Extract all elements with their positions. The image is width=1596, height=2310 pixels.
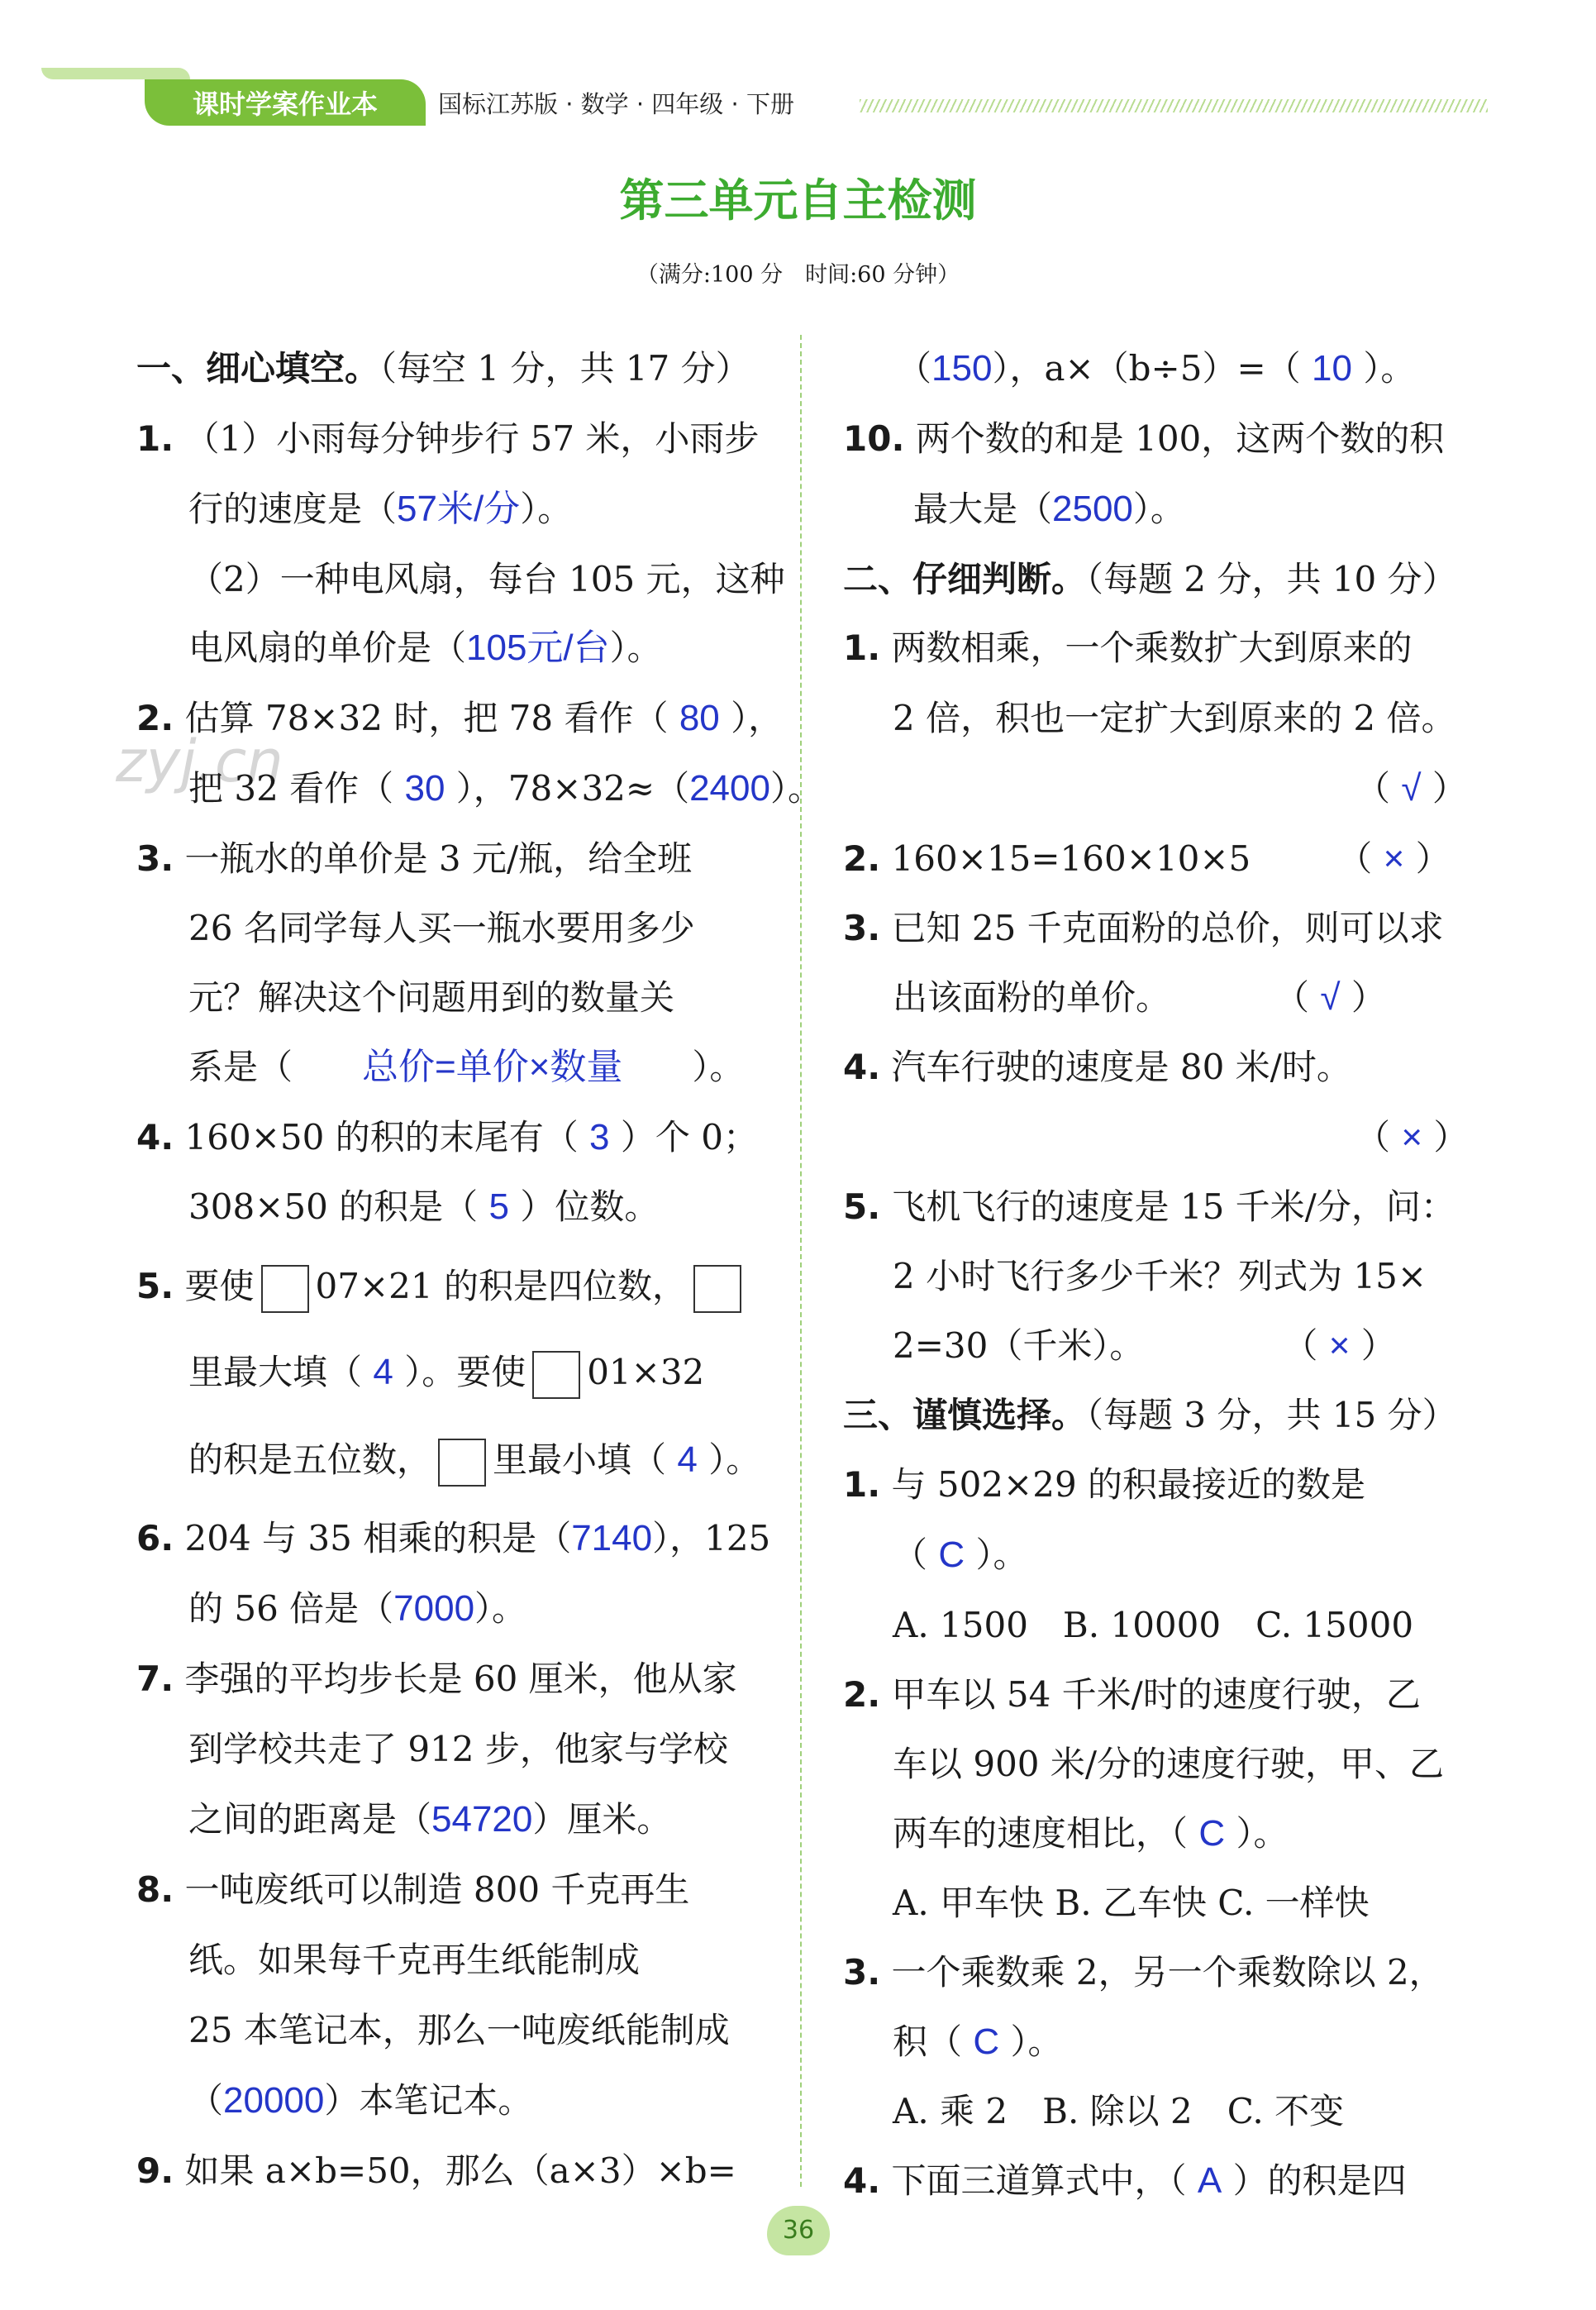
question-text: （ [897, 348, 932, 389]
question-text: ） [1340, 977, 1386, 1018]
question-number: 1. [843, 1464, 881, 1505]
question-number: 9. [136, 2150, 174, 2191]
text-line [843, 1673, 1421, 1716]
answer-box [693, 1265, 741, 1313]
question-text: 把 32 看作（ [188, 768, 405, 809]
text-line [843, 1951, 1444, 1994]
answer-text: 54720 [431, 1799, 533, 1840]
book-edition: 国标江苏版 · 数学 · 四年级 · 下册 [438, 90, 794, 118]
text-line [188, 1351, 704, 1399]
column-divider [800, 335, 802, 2187]
question-number: 4. [843, 2160, 881, 2201]
answer-text: 57米/分 [397, 489, 521, 529]
text-line [893, 1255, 1427, 1298]
question-text: ） [1350, 1325, 1396, 1366]
text-line [188, 1587, 526, 1630]
question-text: 最大是（ [913, 489, 1053, 529]
question-text: ）。 [769, 768, 822, 809]
question-text: A. 甲车快 B. 乙车快 C. 一样快 [893, 1883, 1370, 1923]
text-line [136, 1116, 758, 1159]
question-text: ） [1422, 1117, 1469, 1157]
answer-text: 30 [404, 768, 445, 809]
question-text: ）。要使 [393, 1352, 526, 1392]
text-line [136, 697, 783, 740]
text-line [1355, 767, 1467, 810]
text-line [843, 838, 1451, 881]
text-line [188, 627, 662, 670]
question-text: 之间的距离是（ [188, 1799, 432, 1840]
text-line [843, 907, 1444, 950]
question-text: ）。 [609, 628, 662, 668]
text-line [188, 558, 785, 601]
book-tab: 课时学案作业本 [145, 79, 426, 126]
text-line [188, 2009, 730, 2052]
question-number: 3. [136, 838, 174, 879]
question-text: ）的积是四 [1222, 2160, 1407, 2201]
question-text: ） [1421, 768, 1467, 809]
text-line [893, 697, 1456, 740]
text-line [843, 1186, 1455, 1229]
question-text: 308×50 的积是（ [188, 1186, 489, 1227]
question-text: （每题 2 分，共 10 分） [1086, 559, 1457, 599]
question-text: ）厘米。 [532, 1799, 672, 1840]
answer-text: 7000 [393, 1588, 475, 1629]
answer-text: 2400 [689, 768, 770, 809]
text-line [893, 1882, 1370, 1925]
text-line [1355, 1116, 1468, 1159]
text-line [136, 1517, 770, 1560]
text-line [188, 1728, 728, 1771]
text-line [188, 1939, 640, 1982]
text-line [843, 558, 1457, 601]
question-text: A. 1500 B. 10000 C. 15000 [893, 1605, 1414, 1645]
question-text: 已知 25 千克面粉的总价，则可以求 [880, 908, 1444, 948]
exam-info: （满分:100 分 时间:60 分钟） [636, 262, 960, 288]
question-text: 一个乘数乘 2，另一个乘数除以 2， [880, 1952, 1444, 1993]
question-text: 电风扇的单价是（ [188, 628, 467, 668]
watermark: zyj.cn [116, 728, 283, 795]
text-line [843, 627, 1413, 670]
question-text: 2 小时飞行多少千米？列式为 15× [893, 1256, 1427, 1296]
question-text: 一吨废纸可以制造 800 千克再生 [174, 1869, 690, 1910]
question-number: 1. [843, 628, 881, 668]
question-text: （每题 3 分，共 15 分） [1086, 1395, 1457, 1435]
text-line [136, 1869, 689, 1911]
question-number: 2. [843, 1674, 881, 1715]
question-text: 汽车行驶的速度是 80 米/时。 [880, 1047, 1351, 1087]
page-number: 36 [767, 2206, 830, 2255]
section-heading: 三、谨慎选择。 [843, 1395, 1087, 1435]
question-text: 车以 900 米/分的速度行驶，甲、乙 [893, 1744, 1445, 1784]
question-text: ）。 [622, 1047, 745, 1087]
question-text: 07×21 的积是四位数， [315, 1266, 687, 1306]
question-text: 下面三道算式中，（ [880, 2160, 1198, 2201]
question-text: 系是（ [188, 1047, 363, 1087]
question-text: ）。 [697, 1439, 761, 1480]
section-heading: 二、仔细判断。 [843, 559, 1087, 599]
answer-box [261, 1265, 309, 1313]
text-line [188, 976, 674, 1019]
question-text: 如果 a×b=50，那么（a×3）×b= [174, 2150, 736, 2191]
question-text: 160×50 的积的末尾有（ [174, 1117, 590, 1157]
question-text: 行的速度是（ [188, 489, 398, 529]
text-line [893, 1604, 1413, 1647]
question-number: 5. [136, 1266, 174, 1306]
question-text: 26 名同学每人买一瓶水要用多少 [188, 908, 695, 948]
text-line [188, 1186, 659, 1229]
answer-text: 4 [373, 1352, 393, 1392]
answer-text: √ [1320, 977, 1341, 1018]
text-line [843, 2160, 1407, 2203]
question-number: 1. [136, 418, 174, 459]
text-line [843, 1046, 1351, 1089]
question-text: 2=30（千米）。 （ [893, 1325, 1329, 1366]
question-text: 估算 78×32 时，把 78 看作（ [174, 698, 679, 738]
question-text: 元？解决这个问题用到的数量关 [188, 977, 675, 1018]
answer-text: 4 [677, 1439, 698, 1480]
page-header [25, 64, 1488, 131]
section-heading: 一、细心填空。 [136, 348, 380, 389]
answer-text: × [1401, 1117, 1423, 1157]
answer-text: 7140 [571, 1518, 653, 1558]
answer-text: 80 [679, 698, 720, 738]
text-line [188, 907, 695, 950]
text-line [893, 976, 1386, 1019]
question-number: 2. [136, 698, 174, 738]
text-line [188, 767, 822, 810]
question-text: 纸。如果每千克再生纸能制成 [188, 1940, 641, 1980]
answer-text: 2500 [1052, 489, 1133, 529]
question-text: ）。 [1351, 348, 1416, 389]
text-line [188, 1439, 760, 1487]
answer-text: 20000 [223, 2080, 325, 2121]
question-text: 的积是五位数， [188, 1439, 432, 1480]
question-text: ）。 [1225, 1813, 1289, 1854]
question-number: 6. [136, 1518, 174, 1558]
question-text: ）位数。 [509, 1186, 660, 1227]
text-line [136, 1658, 737, 1701]
text-line [893, 1534, 1028, 1577]
text-line [188, 1046, 744, 1089]
text-line [136, 418, 759, 461]
question-text: ）个 0； [609, 1117, 758, 1157]
question-text: ）。 [474, 1588, 527, 1629]
question-text: ）， [719, 698, 784, 738]
text-line [188, 488, 572, 531]
question-number: 4. [843, 1047, 881, 1087]
text-line [843, 1394, 1457, 1437]
question-text: ） [1404, 838, 1451, 879]
question-text: （1）小雨每分钟步行 57 米，小雨步 [174, 418, 760, 459]
question-text: （ [1355, 768, 1402, 809]
answer-text: 总价=单价×数量 [362, 1047, 623, 1087]
question-text: 两数相乘，一个乘数扩大到原来的 [880, 628, 1413, 668]
question-text: A. 乘 2 B. 除以 2 C. 不变 [893, 2091, 1345, 2131]
question-number: 4. [136, 1117, 174, 1157]
question-text: （2）一种电风扇，每台 105 元，这种 [188, 559, 785, 599]
question-text: ）本笔记本。 [324, 2080, 533, 2121]
answer-text: A [1197, 2160, 1222, 2201]
question-text: 25 本笔记本，那么一吨废纸能制成 [188, 2010, 730, 2050]
header-hatch-decoration [860, 99, 1488, 112]
question-text: 一瓶水的单价是 3 元/瓶，给全班 [174, 838, 693, 879]
question-text: 飞机飞行的速度是 15 千米/分，问： [880, 1186, 1455, 1227]
text-line [843, 418, 1444, 461]
question-text: 到学校共走了 912 步，他家与学校 [188, 1729, 728, 1769]
answer-text: C [973, 2021, 1000, 2062]
question-text: （ [188, 2080, 224, 2121]
question-number: 8. [136, 1869, 174, 1910]
text-line [843, 1463, 1365, 1506]
question-text: 出该面粉的单价。 （ [893, 977, 1321, 1018]
question-text: ）。 [965, 1534, 1028, 1575]
text-line [136, 347, 750, 390]
answer-text: × [1383, 838, 1405, 879]
question-text: 01×32 [587, 1352, 705, 1392]
answer-text: 5 [488, 1186, 509, 1227]
answer-text: × [1328, 1325, 1351, 1366]
text-line [893, 2021, 1063, 2064]
question-text: （ [893, 1534, 939, 1575]
question-text: 两车的速度相比，（ [893, 1813, 1199, 1854]
answer-text: 10 [1312, 348, 1352, 389]
text-line [188, 2079, 532, 2122]
answer-text: 105元/台 [466, 628, 610, 668]
question-text: 的 56 倍是（ [188, 1588, 394, 1629]
question-number: 10. [843, 418, 905, 459]
page-title: 第三单元自主检测 [619, 174, 977, 227]
question-text: ）。 [999, 2021, 1063, 2062]
question-number: 3. [843, 908, 881, 948]
question-text: 甲车以 54 千米/时的速度行驶，乙 [880, 1674, 1421, 1715]
question-text: 要使 [174, 1266, 255, 1306]
question-text: ），a×（b÷5）=（ [992, 348, 1313, 389]
question-number: 7. [136, 1659, 174, 1699]
leaf-decoration [41, 68, 190, 79]
answer-box [438, 1439, 486, 1487]
question-text: 李强的平均步长是 60 厘米，他从家 [174, 1659, 737, 1699]
text-line [136, 838, 692, 881]
answer-text: 150 [931, 348, 993, 389]
question-number: 3. [843, 1952, 881, 1993]
question-text: 两个数的和是 100，这两个数的积 [904, 418, 1445, 459]
text-line [188, 1798, 671, 1841]
text-line [893, 1743, 1444, 1786]
text-line [893, 1812, 1289, 1855]
text-line [136, 2150, 736, 2193]
question-text: （ [1355, 1117, 1402, 1157]
text-line [897, 347, 1415, 390]
question-text: 204 与 35 相乘的积是（ [174, 1518, 572, 1558]
question-number: 5. [843, 1186, 881, 1227]
text-line [913, 488, 1185, 531]
answer-text: 3 [589, 1117, 610, 1157]
question-text: ），78×32≈（ [445, 768, 690, 809]
question-text: 160×15=160×10×5 （ [880, 838, 1384, 879]
question-text: ），125 [652, 1518, 771, 1558]
answer-text: C [1198, 1813, 1226, 1854]
text-line [136, 1265, 748, 1313]
answer-text: √ [1401, 768, 1422, 809]
question-text: 与 502×29 的积最接近的数是 [880, 1464, 1366, 1505]
question-text: 里最大填（ [188, 1352, 374, 1392]
answer-box [532, 1351, 580, 1399]
answer-text: C [938, 1534, 965, 1575]
question-text: ）。 [1132, 489, 1185, 529]
text-line [893, 2090, 1344, 2133]
question-text: ）。 [520, 489, 573, 529]
text-line [893, 1324, 1396, 1367]
question-text: 2 倍，积也一定扩大到原来的 2 倍。 [893, 698, 1456, 738]
question-text: （每空 1 分，共 17 分） [379, 348, 750, 389]
question-text: 里最小填（ [493, 1439, 678, 1480]
question-text: 积（ [893, 2021, 974, 2062]
question-number: 2. [843, 838, 881, 879]
